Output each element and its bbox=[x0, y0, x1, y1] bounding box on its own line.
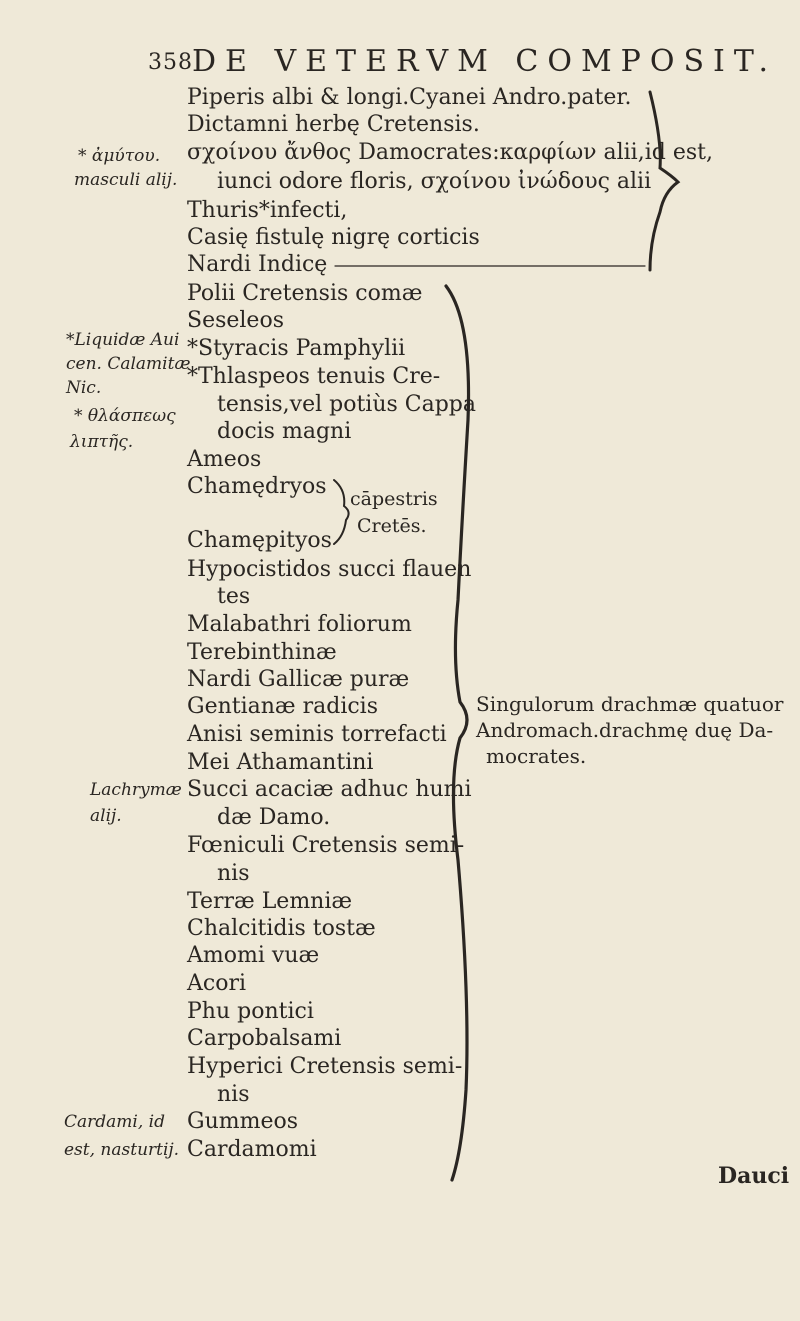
recipe-line: Acori bbox=[187, 971, 247, 996]
recipe-line: tes bbox=[217, 584, 251, 609]
margin-note: Lachrymæ bbox=[90, 780, 182, 800]
recipe-line: σχοίνου ἄνθος Damocrates:καρφίων alii,id est, bbox=[187, 140, 713, 165]
running-title: DE VETERVM COMPOSIT. bbox=[192, 44, 777, 79]
recipe-line: *Thlaspeos tenuis Cre- bbox=[187, 364, 441, 389]
recipe-line: Carpobalsami bbox=[187, 1026, 342, 1051]
recipe-line: Phu pontici bbox=[187, 999, 314, 1024]
margin-note: * ἀμύτου. bbox=[78, 146, 161, 166]
dose-text: Singulorum drachmæ quatuor bbox=[476, 692, 784, 716]
recipe-line: Malabathri foliorum bbox=[187, 612, 412, 637]
margin-note: * θλάσπεως bbox=[74, 406, 176, 426]
small-brace bbox=[334, 480, 349, 544]
recipe-line: nis bbox=[217, 1082, 250, 1107]
bracket-note: cāpestris bbox=[350, 488, 438, 510]
recipe-line: dæ Damo. bbox=[217, 805, 331, 830]
recipe-line: Hyperici Cretensis semi- bbox=[187, 1054, 463, 1079]
recipe-line: Gummeos bbox=[187, 1109, 299, 1134]
recipe-line: Thuris*infecti, bbox=[187, 198, 348, 223]
recipe-line: Piperis albi & longi.Cyanei Andro.pater. bbox=[187, 85, 632, 110]
recipe-line: iunci odore floris, σχοίνου ἰνώδους alii bbox=[217, 169, 652, 194]
margin-note: est, nasturtij. bbox=[64, 1140, 180, 1160]
recipe-line: Succi acaciæ adhuc humi bbox=[187, 777, 472, 802]
recipe-line: Polii Cretensis comæ bbox=[187, 281, 423, 306]
recipe-line: Hypocistidos succi flauen bbox=[187, 557, 472, 582]
recipe-line: Seseleos bbox=[187, 308, 284, 333]
recipe-line: Gentianæ radicis bbox=[187, 694, 378, 719]
recipe-line: nis bbox=[217, 861, 250, 886]
margin-note: Cardami, id bbox=[64, 1112, 165, 1132]
recipe-line: Chalcitidis tostæ bbox=[187, 916, 376, 941]
dose-text: Andromach.drachmę duę Da- bbox=[476, 718, 774, 742]
lower-brace bbox=[446, 286, 469, 1180]
recipe-line: Ameos bbox=[187, 447, 262, 472]
recipe-line: Chamędryos bbox=[187, 474, 327, 499]
margin-note: Nic. bbox=[66, 378, 102, 398]
recipe-line: Terebinthinæ bbox=[187, 640, 337, 665]
recipe-line: Casię fistulę nigrę corticis bbox=[187, 225, 480, 250]
page-number: 358 bbox=[148, 50, 193, 75]
catchword: Dauci bbox=[718, 1163, 790, 1189]
recipe-line: Chamępityos bbox=[187, 528, 332, 553]
recipe-line: Cardamomi bbox=[187, 1137, 317, 1162]
recipe-line: Fœniculi Cretensis semi- bbox=[187, 833, 465, 858]
recipe-line: Mei Athamantini bbox=[187, 750, 374, 775]
margin-note: *Liquidæ Aui bbox=[66, 330, 180, 350]
upper-brace bbox=[650, 92, 678, 270]
recipe-line: *Styracis Pamphylii bbox=[187, 336, 406, 361]
recipe-line: Dictamni herbę Cretensis. bbox=[187, 112, 480, 137]
margin-note: alij. bbox=[90, 806, 122, 826]
recipe-line: Nardi Indicę bbox=[187, 252, 328, 277]
margin-note: λιπτῆς. bbox=[70, 432, 134, 452]
recipe-line: tensis,vel potiùs Cappa bbox=[217, 392, 477, 417]
dose-text: mocrates. bbox=[486, 744, 587, 768]
bracket-note: Cretēs. bbox=[357, 515, 427, 537]
recipe-line: Anisi seminis torrefacti bbox=[187, 722, 447, 747]
recipe-line: Amomi vuæ bbox=[187, 943, 320, 968]
recipe-line: Terræ Lemniæ bbox=[187, 889, 353, 914]
recipe-line: docis magni bbox=[217, 419, 352, 444]
margin-note: masculi alij. bbox=[74, 170, 178, 190]
recipe-line: Nardi Gallicæ puræ bbox=[187, 667, 410, 692]
margin-note: cen. Calamitæ bbox=[66, 354, 191, 374]
